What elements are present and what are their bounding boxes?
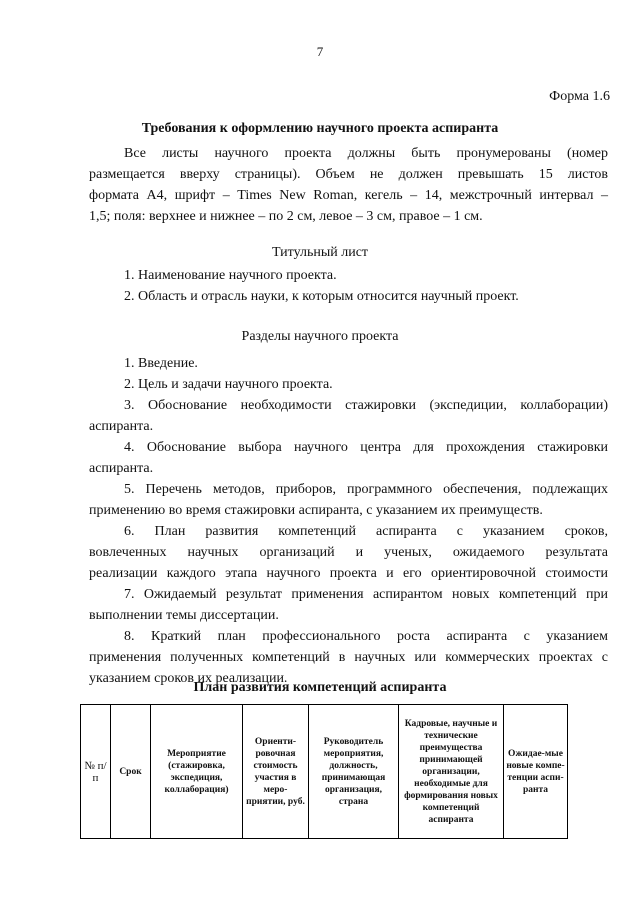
- competency-plan-table: [80, 704, 568, 839]
- section-item: выполнении темы диссертации.: [89, 608, 279, 623]
- intro-line: размещается вверху страницы). Объем не должен превышать 15 листов: [89, 167, 608, 182]
- title-page-item: 2. Область и отрасль науки, к которым относится научный проект.: [124, 289, 519, 304]
- section-item: вовлеченных научных организаций и ученых, ожидаемого результата: [89, 545, 608, 560]
- title-page-heading: Титульный лист: [271, 245, 369, 260]
- table-header-cell: Кадровые, научные и технические преимущества принимающей организации, необходимые для формирования новых компетенций аспиранта: [399, 705, 504, 839]
- section-item: 5. Перечень методов, приборов, программного обеспечения, подлежащих: [124, 482, 608, 497]
- table-header-cell: Ориенти-ровочная стоимость участия в меро-приятии, руб.: [243, 705, 309, 839]
- plan-title: План развития компетенций аспиранта: [193, 680, 447, 695]
- table-header-cell: № п/п: [81, 705, 111, 839]
- section-item: 8. Краткий план профессионального роста аспиранта с указанием: [124, 629, 608, 644]
- section-item: 4. Обоснование выбора научного центра для прохождения стажировки: [124, 440, 608, 455]
- sections-heading: Разделы научного проекта: [241, 329, 399, 344]
- section-item: 7. Ожидаемый результат применения аспирантом новых компетенций при: [124, 587, 608, 602]
- section-item: 1. Введение.: [124, 356, 198, 371]
- form-label: Форма 1.6: [549, 89, 610, 104]
- section-item: применения полученных компетенций в научных или коммерческих проектах с: [89, 650, 608, 665]
- document-title: Требования к оформлению научного проекта аспиранта: [141, 121, 499, 136]
- section-item: аспиранта.: [89, 419, 154, 434]
- section-item: реализации каждого этапа научного проекта и его ориентировочной стоимости: [89, 566, 608, 581]
- section-item: указанием сроков их реализации.: [89, 671, 288, 686]
- table-header-cell: Руководитель мероприятия, должность, принимающая организация, страна: [309, 705, 399, 839]
- section-item: 2. Цель и задачи научного проекта.: [124, 377, 333, 392]
- table-header-cell: Мероприятие (стажировка, экспедиция, коллаборация): [151, 705, 243, 839]
- section-item: применению во время стажировки аспиранта, с указанием их преимуществ.: [89, 503, 543, 518]
- table-header-row: [81, 705, 568, 839]
- intro-line: Все листы научного проекта должны быть пронумерованы (номер: [124, 146, 608, 161]
- section-item: 3. Обоснование необходимости стажировки (экспедиции, коллаборации): [124, 398, 608, 413]
- table-header-cell: Ожидае-мые новые компе-тенции аспи-ранта: [504, 705, 568, 839]
- section-item: 6. План развития компетенций аспиранта с указанием сроков,: [124, 524, 608, 539]
- section-item: аспиранта.: [89, 461, 154, 476]
- intro-line: 1,5; поля: верхнее и нижнее – по 2 см, левое – 3 см, правое – 1 см.: [89, 209, 483, 224]
- page-number: 7: [316, 44, 324, 59]
- intro-line: формата А4, шрифт – Times New Roman, кегель – 14, межстрочный интервал –: [89, 188, 608, 203]
- title-page-item: 1. Наименование научного проекта.: [124, 268, 337, 283]
- table-header-cell: Срок: [111, 705, 151, 839]
